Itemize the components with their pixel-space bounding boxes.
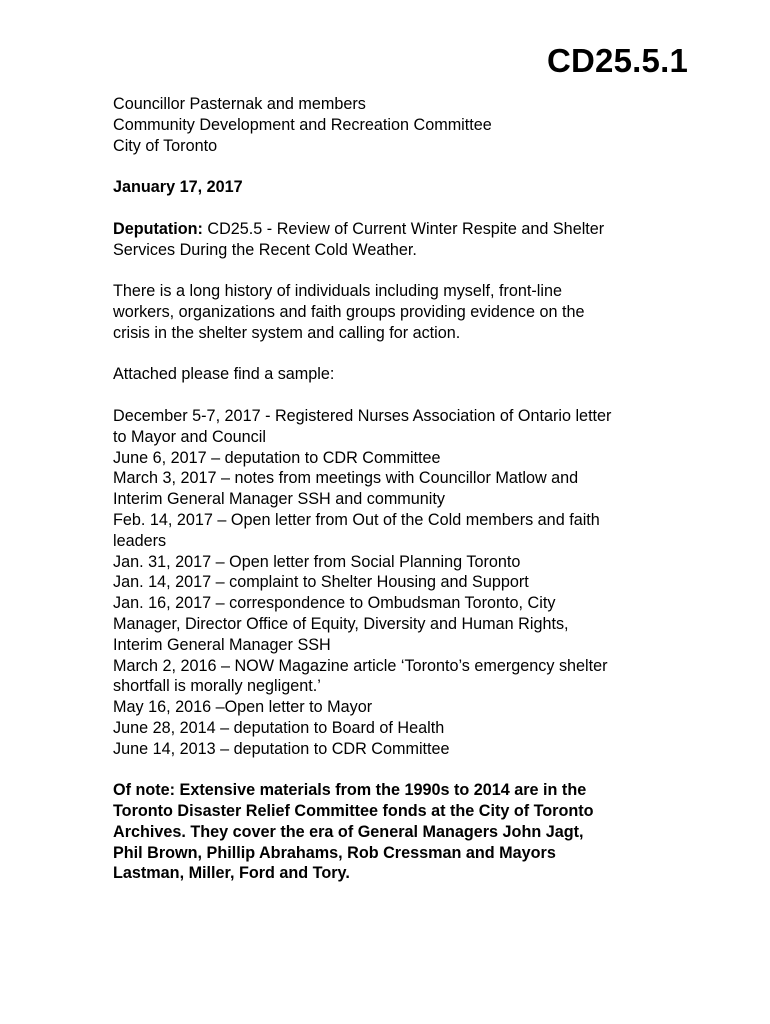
deputation-text: CD25.5 - Review of Current Winter Respite and Shelter: [202, 219, 605, 238]
list-item: June 14, 2013 – deputation to CDR Committee: [113, 739, 450, 758]
list-item: March 2, 2016 – NOW Magazine article ‘Toronto’s emergency shelter: [113, 656, 608, 675]
note-paragraph: [113, 780, 693, 884]
deputation-block: [113, 219, 693, 261]
list-item: Interim General Manager SSH and community: [113, 490, 445, 509]
list-item: shortfall is morally negligent.’: [113, 677, 321, 696]
list-item: leaders: [113, 531, 167, 550]
paragraph-line: Phil Brown, Phillip Abrahams, Rob Cressman and Mayors: [113, 843, 556, 862]
paragraph-line: There is a long history of individuals including myself, front-line: [113, 282, 562, 301]
list-item: May 16, 2016 –Open letter to Mayor: [113, 698, 373, 717]
paragraph-line: crisis in the shelter system and calling for action.: [113, 323, 461, 342]
recipient-line: Community Development and Recreation Committee: [113, 115, 492, 134]
document-code: CD25.5.1: [546, 42, 688, 79]
paragraph-line: workers, organizations and faith groups providing evidence on the: [113, 302, 585, 321]
letter-date: January 17, 2017: [113, 178, 243, 197]
deputation-text: Services During the Recent Cold Weather.: [113, 240, 417, 259]
recipient-line: City of Toronto: [113, 136, 218, 155]
paragraph-line: Of note: Extensive materials from the 1990s to 2014 are in the: [113, 781, 587, 800]
list-item: June 6, 2017 – deputation to CDR Committee: [113, 448, 441, 467]
list-item: December 5-7, 2017 - Registered Nurses Association of Ontario letter: [113, 406, 612, 425]
list-item: Jan. 31, 2017 – Open letter from Social Planning Toronto: [113, 552, 521, 571]
list-item: June 28, 2014 – deputation to Board of Health: [113, 718, 445, 737]
list-item: Feb. 14, 2017 – Open letter from Out of the Cold members and faith: [113, 510, 600, 529]
recipient-line: Councillor Pasternak and members: [113, 95, 366, 113]
recipient-block: [113, 94, 693, 156]
list-item: March 3, 2017 – notes from meetings with Councillor Matlow and: [113, 469, 579, 488]
list-item: to Mayor and Council: [113, 427, 266, 446]
list-item: Jan. 14, 2017 – complaint to Shelter Housing and Support: [113, 573, 529, 592]
paragraph-line: Toronto Disaster Relief Committee fonds at the City of Toronto: [113, 802, 594, 821]
sample-list: [113, 406, 693, 760]
document-body: [113, 94, 693, 884]
deputation-label: Deputation:: [113, 219, 203, 238]
list-item: Manager, Director Office of Equity, Diversity and Human Rights,: [113, 614, 569, 633]
list-item: Interim General Manager SSH: [113, 635, 331, 654]
intro-paragraph: [113, 281, 693, 343]
attached-label: Attached please find a sample:: [113, 365, 335, 384]
paragraph-line: Lastman, Miller, Ford and Tory.: [113, 864, 350, 883]
paragraph-line: Archives. They cover the era of General Managers John Jagt,: [113, 822, 584, 841]
list-item: Jan. 16, 2017 – correspondence to Ombudsman Toronto, City: [113, 594, 556, 613]
